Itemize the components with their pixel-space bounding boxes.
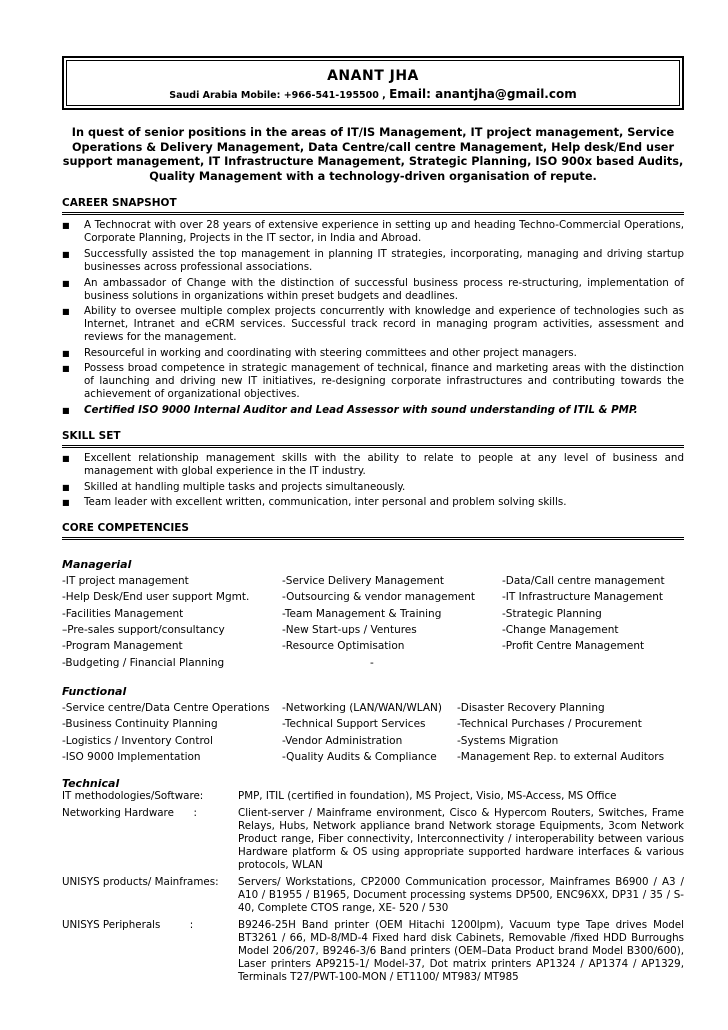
- competency-item: -IT project management: [62, 575, 189, 588]
- technical-list: [62, 790, 684, 984]
- core-competencies-heading: CORE COMPETENCIES: [62, 522, 684, 540]
- skill-set-list: [62, 452, 684, 509]
- bullet-icon: ■: [62, 454, 70, 464]
- bullet-icon: ■: [62, 249, 70, 259]
- technical-label: IT methodologies/Software:: [62, 790, 204, 803]
- competency-item: -Outsourcing & vendor management: [282, 591, 476, 604]
- competency-item: -Program Management: [62, 640, 183, 653]
- bullet-icon: ■: [62, 364, 70, 374]
- competency-item: -ISO 9000 Implementation: [62, 750, 201, 763]
- competency-item: -Data/Call centre management: [502, 575, 665, 588]
- competency-item: -Strategic Planning: [502, 607, 602, 620]
- competency-item: -Facilities Management: [62, 607, 184, 620]
- list-item: ■ Possess broad competence in strategic management of technical, finance and marketing areas with the distinction of launching and driving new IT initiatives, re-designing corporate infrastructures and contributing towards the achievement of organizational objectives.: [62, 362, 684, 401]
- competency-item: -Service Delivery Management: [282, 575, 445, 588]
- competency-item: -Help Desk/End user support Mgmt.: [62, 591, 250, 604]
- technical-row: [62, 790, 684, 803]
- list-item: ■ Resourceful in working and coordinating with steering committees and other project managers.: [62, 346, 577, 359]
- bullet-icon: ■: [62, 498, 70, 508]
- list-item: ■ An ambassador of Change with the distinction of successful business process re-structuring, implementation of business solutions in organizations within preset budgets and deadlines.: [62, 276, 684, 302]
- bullet-icon: ■: [62, 307, 70, 317]
- competency-item: -Networking (LAN/WAN/WLAN): [282, 701, 442, 714]
- list-item: ■ Ability to oversee multiple complex projects concurrently with knowledge and experience of technologies such as Internet, Intranet and eCRM services. Successful track record in managing program activities, assessment and reviews for the management.: [62, 305, 684, 344]
- resume-page: [62, 56, 684, 984]
- career-snapshot-list: [62, 219, 684, 417]
- technical-value: Servers/ Workstations, CP2000 Communication processor, Mainframes B6900 / A3 / A10 / B1955 / B1965, Document processing systems DP500, ENC96XX, DP31 / 35 / S-40, Complete CTOS range, XE- 520 / 530: [238, 876, 684, 915]
- competency-item: -Profit Centre Management: [502, 640, 645, 653]
- list-item: ■ A Technocrat with over 28 years of extensive experience in setting up and heading Techno-Commercial Operations, Corporate Planning, Projects in the IT sector, in India and Abroad.: [62, 219, 684, 245]
- competency-item: –Pre-sales support/consultancy: [62, 624, 225, 637]
- competency-item: -Change Management: [502, 624, 619, 637]
- career-snapshot-heading: CAREER SNAPSHOT: [62, 197, 684, 215]
- list-item: ■ Certified ISO 9000 Internal Auditor and Lead Assessor with sound understanding of ITIL & PMP.: [62, 403, 638, 416]
- bullet-icon: ■: [62, 482, 70, 492]
- bullet-icon: ■: [62, 278, 70, 288]
- managerial-heading: Managerial: [62, 558, 132, 572]
- functional-grid: [62, 700, 684, 765]
- email-text: Email: anantjha@gmail.com: [389, 87, 577, 101]
- competency-item: [502, 655, 684, 671]
- functional-heading: Functional: [62, 684, 127, 698]
- skill-set-heading: SKILL SET: [62, 430, 684, 448]
- bullet-icon: ■: [62, 221, 70, 231]
- technical-value: Client-server / Mainframe environment, Cisco & Hypercom Routers, Switches, Frame Relays, Hubs, Network appliance brand Network storage Equipments, 3com Network Product range, Fiber connectivity, Interconnectivity / interoperability between various Hardware platform & OS using appropriate supported hardware interfaces & various protocols, WLAN: [238, 807, 684, 872]
- candidate-name: ANANT JHA: [327, 68, 419, 84]
- competency-item: -Team Management & Training: [282, 607, 442, 620]
- managerial-grid: [62, 573, 684, 671]
- technical-value: PMP, ITIL (certified in foundation), MS Project, Visio, MS-Access, MS Office: [238, 790, 617, 803]
- competency-item: -Resource Optimisation: [282, 640, 405, 653]
- competency-item: -Service centre/Data Centre Operations: [62, 701, 270, 714]
- competency-item: -Systems Migration: [457, 734, 559, 747]
- list-item: ■ Skilled at handling multiple tasks and projects simultaneously.: [62, 480, 406, 493]
- competency-item: -Technical Support Services: [282, 718, 426, 731]
- technical-heading: Technical: [62, 777, 120, 791]
- list-item: ■ Excellent relationship management skills with the ability to relate to people at any level of business and management with global experience in the IT industry.: [62, 452, 684, 478]
- list-item: ■ Team leader with excellent written, communication, inter personal and problem solving skills.: [62, 496, 567, 509]
- competency-item: -Quality Audits & Compliance: [282, 750, 437, 763]
- header-inner: [66, 60, 680, 106]
- competency-item: -: [370, 656, 374, 669]
- header-box: [62, 56, 684, 110]
- competency-item: -Business Continuity Planning: [62, 718, 218, 731]
- contact-line: [67, 87, 679, 101]
- competency-item: -IT Infrastructure Management: [502, 591, 663, 604]
- mobile-text: Saudi Arabia Mobile: +966-541-195500 ,: [169, 90, 386, 101]
- bullet-icon: ■: [62, 348, 70, 358]
- competency-item: -New Start-ups / Ventures: [282, 624, 417, 637]
- list-item: ■ Successfully assisted the top management in planning IT strategies, incorporating, managing and driving startup businesses across professional associations.: [62, 247, 684, 274]
- competency-item: -Management Rep. to external Auditors: [457, 750, 665, 763]
- competency-item: -Technical Purchases / Procurement: [457, 718, 642, 731]
- technical-label: UNISYS products/ Mainframes:: [62, 876, 219, 889]
- technical-row: [62, 807, 684, 872]
- bullet-icon: ■: [62, 405, 70, 415]
- competency-item: -Budgeting / Financial Planning: [62, 656, 225, 669]
- competency-item: -Disaster Recovery Planning: [457, 701, 605, 714]
- objective-statement: In quest of senior positions in the areas of IT/IS Management, IT project management, Service Operations & Delivery Management, Data Centre/call centre Management, Help desk/End user support management, IT Infrastructure Management, Strategic Planning, ISO 900x based Audits, Quality Management with a technology-driven organisation of repute.: [62, 126, 684, 183]
- competency-item: -Logistics / Inventory Control: [62, 734, 213, 747]
- technical-row: [62, 919, 684, 984]
- competency-item: -Vendor Administration: [282, 734, 403, 747]
- technical-label: Networking Hardware :: [62, 807, 198, 820]
- technical-label: UNISYS Peripherals :: [62, 919, 194, 932]
- technical-row: [62, 876, 684, 915]
- technical-value: B9246-25H Band printer (OEM Hitachi 1200lpm), Vacuum type Tape drives Model BT3261 / 66, MD-8/MD-4 Fixed hard disk Cabinets, Removable /fixed HDD Burroughs Model 206/207, B9246-3/6 Band printers (OEM–Data Product brand Model B300/600), Laser printers AP9215-1/ Model-37, Dot matrix printers AP1324 / AP1374 / AP1329, Terminals T27/PWT-100-MON / ET1100/ MT983/ MT985: [238, 919, 684, 984]
